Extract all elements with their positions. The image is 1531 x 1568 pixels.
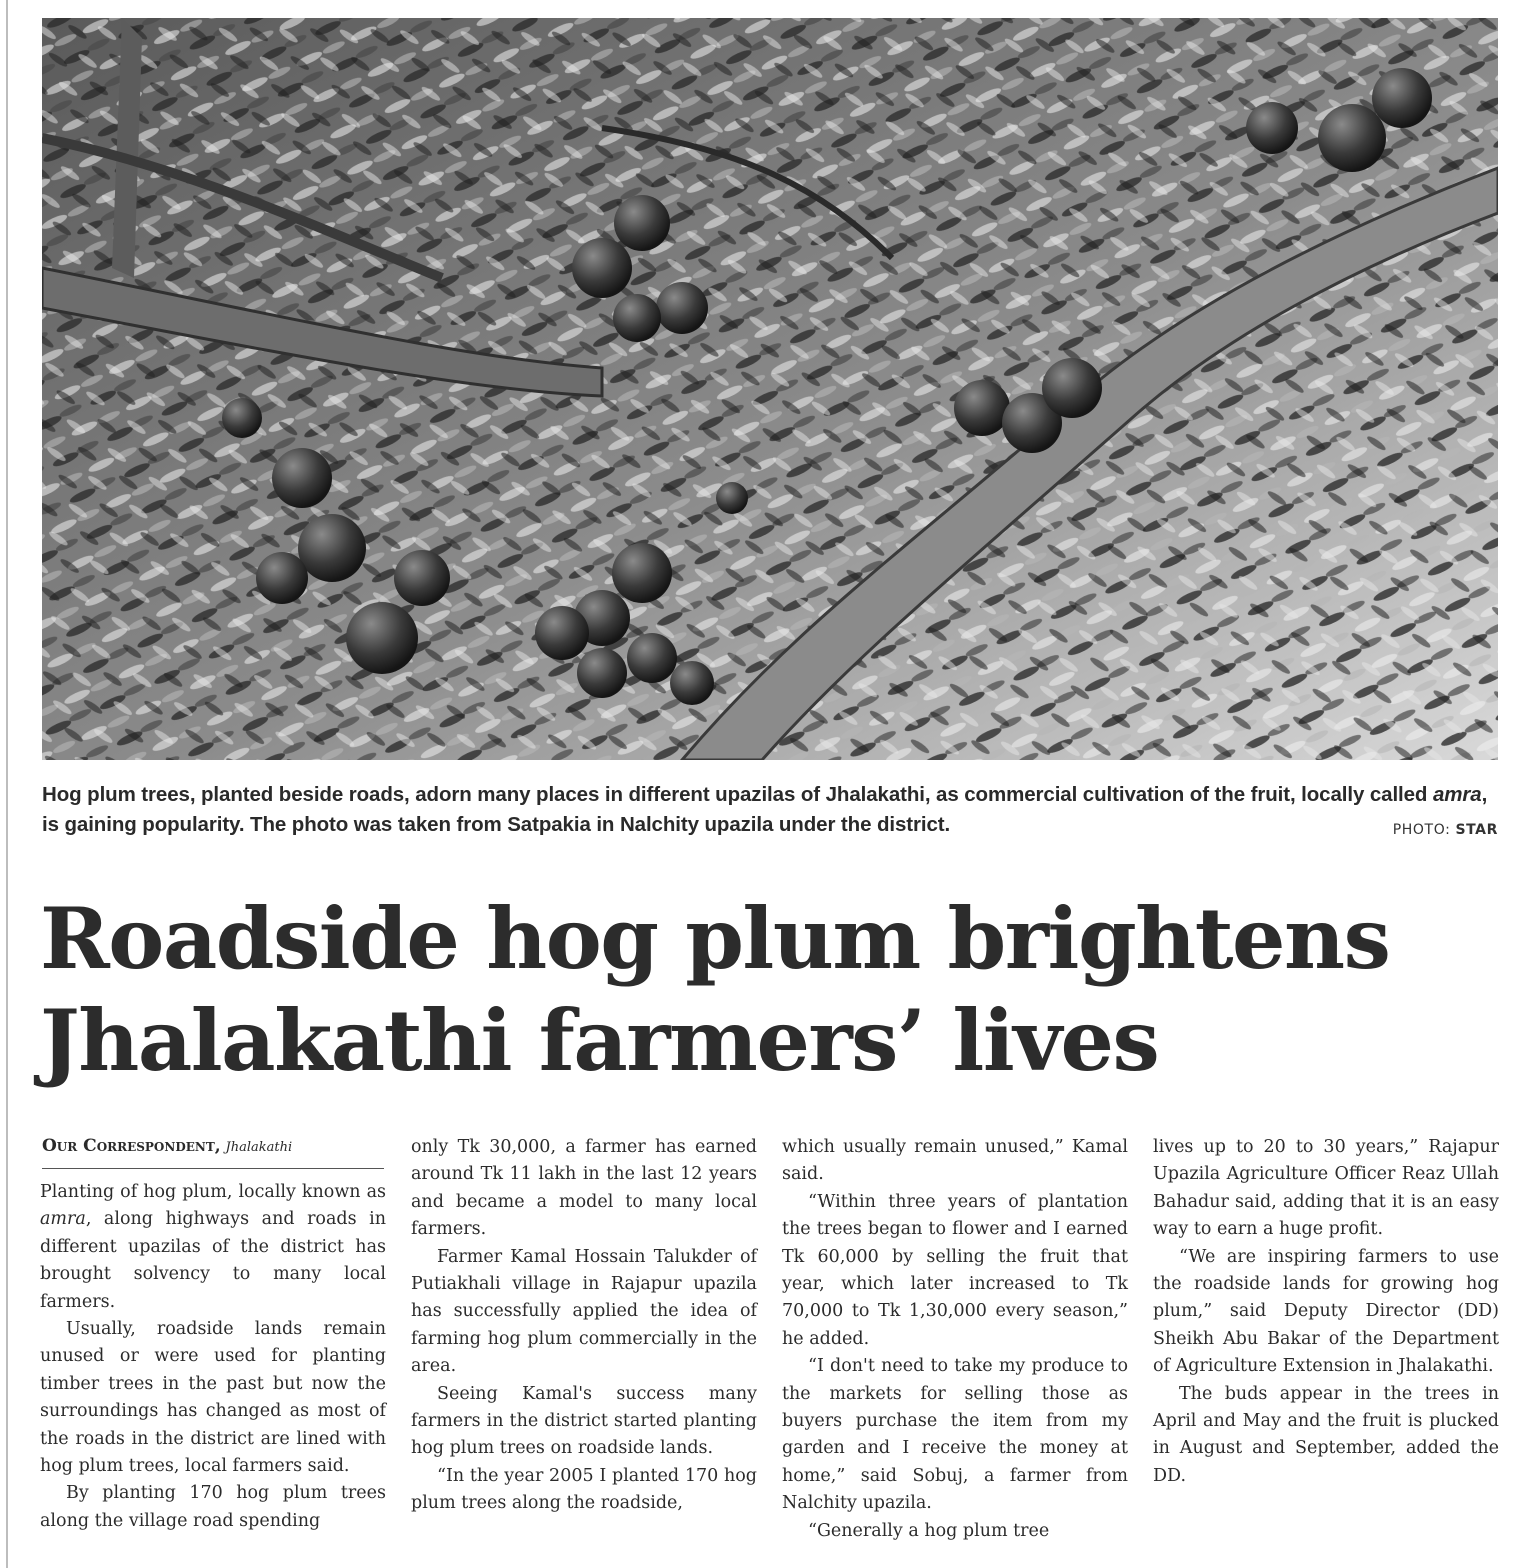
italic-term: amra [40,1209,86,1230]
byline-rule [42,1168,384,1169]
body-paragraph: The buds appear in the trees in April and May and the fruit is plucked in August and September, added the DD. [1153,1383,1499,1486]
body-column-2 [411,1134,757,1518]
body-column-1 [40,1179,386,1535]
body-paragraph: only Tk 30,000, a farmer has earned around Tk 11 lakh in the last 12 years and became a model to many local farmers. [411,1137,757,1240]
byline [42,1136,384,1156]
body-paragraph: which usually remain unused,” Kamal said. [782,1137,1128,1185]
body-paragraph: “Within three years of plantation the trees began to flower and I earned Tk 60,000 by selling the fruit that year, which later increased to Tk 70,000 to Tk 1,30,000 every season,” he added. [782,1191,1128,1349]
body-paragraph: By planting 170 hog plum trees along the village road spending [40,1483,386,1531]
photo-credit: PHOTO: STAR [1392,822,1498,838]
body-paragraph: Farmer Kamal Hossain Talukder of Putiakhali village in Rajapur upazila has successfully applied the idea of farming hog plum commercially in the area. [411,1246,757,1377]
photo-credit-source: STAR [1455,822,1498,838]
body-column-4 [1153,1134,1499,1490]
body-paragraph: “Generally a hog plum tree [808,1520,1050,1541]
body-paragraph: Usually, roadside lands remain unused or were used for planting timber trees in the past but now the surroundings has changed as most of the roads in the district are lined with hog plum trees, local farmers said. [40,1319,386,1477]
photo-illustration [42,18,1498,760]
caption-italic-term: amra [1432,783,1482,806]
photo-caption: Hog plum trees, planted beside roads, adorn many places in different upazilas of Jhalakathi, as commercial cultivation of the fruit, locally called amra, is gaining popularity. The photo was taken from Satpakia in Nalchity upazila under the district. [42,783,1488,836]
byline-location: Jhalakathi [225,1140,293,1155]
page-edge-rule [6,0,8,1568]
body-paragraph: lives up to 20 to 30 years,” Rajapur Upazila Agriculture Officer Reaz Ullah Bahadur said, adding that it is an easy way to earn a huge profit. [1153,1137,1499,1240]
body-paragraph: Seeing Kamal's success many farmers in the district started planting hog plum trees on roadside lands. [411,1383,757,1459]
hog-plum-photo [42,18,1498,760]
body-column-3 [782,1134,1128,1545]
headline-line-1: Roadside hog plum brightens [40,889,1390,988]
body-paragraph: Planting of hog plum, locally known as amra, along highways and roads in different upazilas of the district has brought solvency to many local farmers. [40,1182,386,1312]
body-paragraph: “In the year 2005 I planted 170 hog plum trees along the roadside, [411,1465,757,1514]
body-paragraph: “We are inspiring farmers to use the roadside lands for growing hog plum,” said Deputy Director (DD) Sheikh Abu Bakar of the Department of Agriculture Extension in Jhalakathi. [1153,1246,1499,1377]
body-paragraph: “I don't need to take my produce to the markets for selling those as buyers purchase the item from my garden and I receive the money at home,” said Sobuj, a farmer from Nalchity upazila. [782,1356,1128,1514]
byline-author: Our Correspondent, [42,1136,221,1156]
headline-line-2: Jhalakathi farmers’ lives [40,991,1159,1090]
article-headline [40,888,1510,1092]
